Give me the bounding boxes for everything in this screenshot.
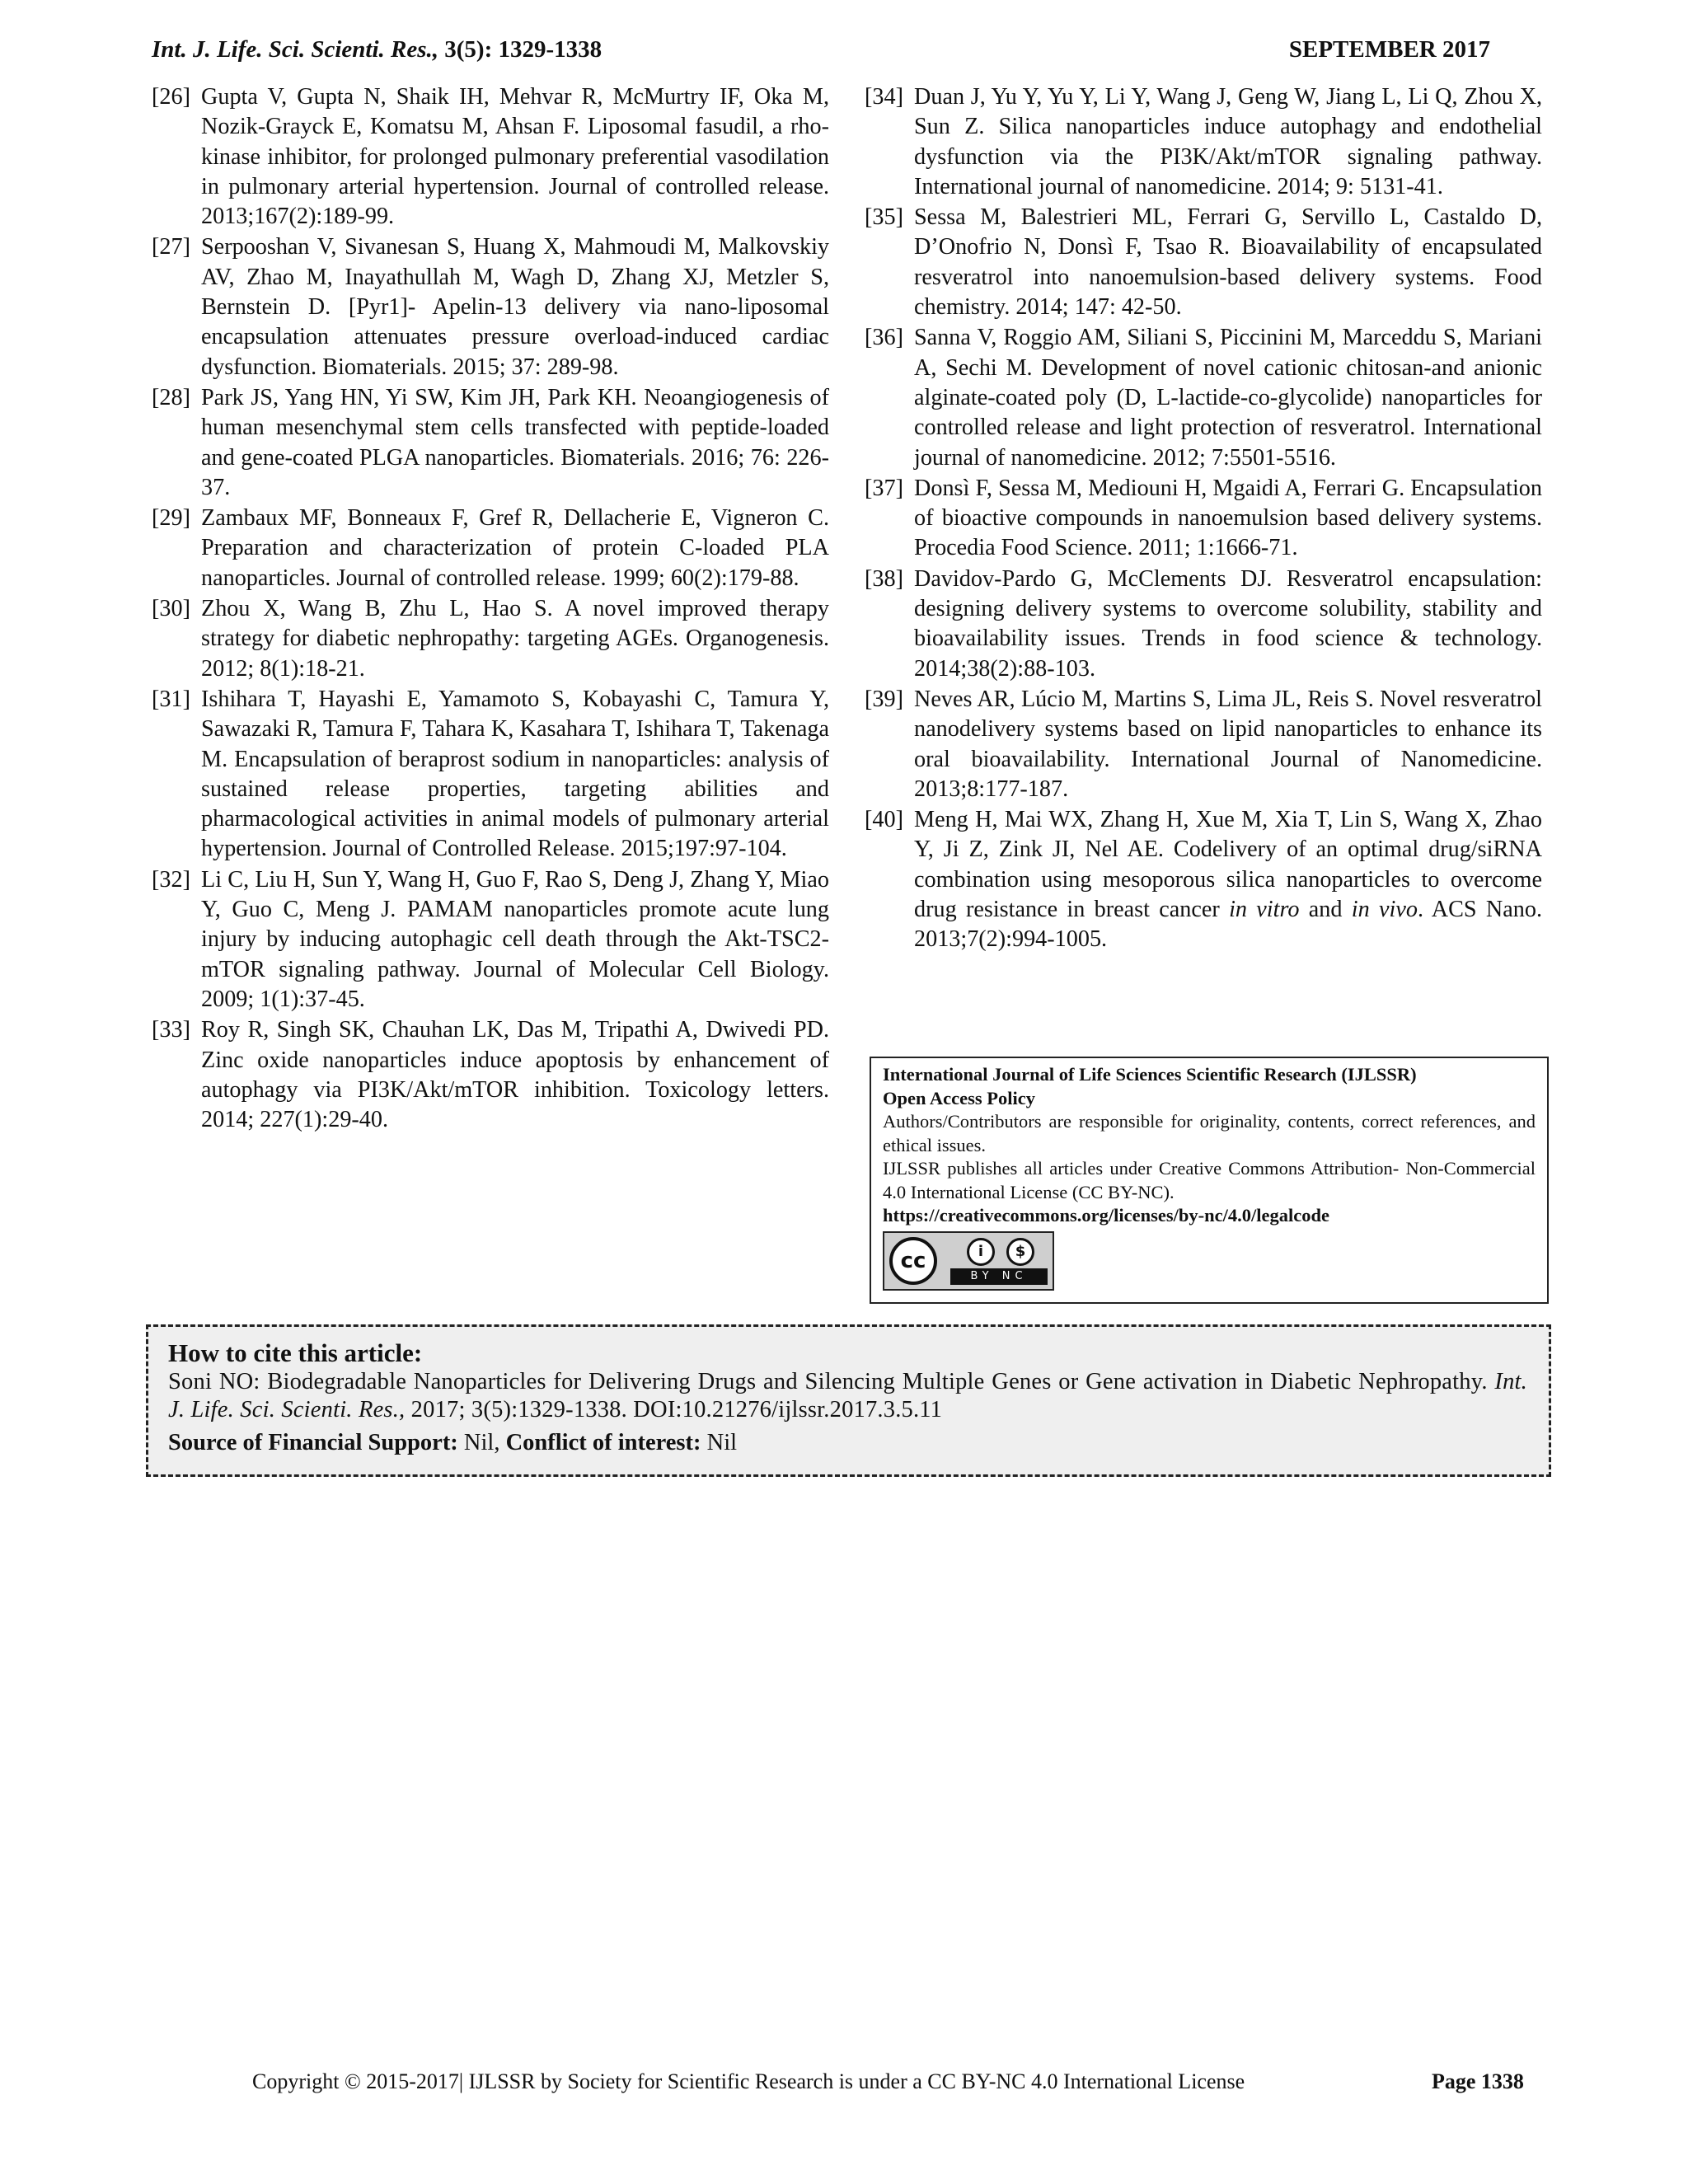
non-commercial-icon: $ xyxy=(1006,1238,1034,1266)
cite-journal: Int. J. Life. Sci. Scienti. Res., xyxy=(168,1369,1527,1422)
ref-number: [29] xyxy=(152,505,190,532)
ref-number: [28] xyxy=(152,384,190,410)
ref-number: [35] xyxy=(865,204,903,231)
reference-30 xyxy=(152,594,829,684)
license-link[interactable]: https://creativecommons.org/licenses/by-nc/4.0/legalcode xyxy=(883,1205,1329,1226)
cc-by-nc-logo xyxy=(883,1231,1054,1291)
ref-number: [26] xyxy=(152,84,190,110)
policy-text-license: IJLSSR publishes all articles under Creative Commons Attribution- Non-Commercial 4.0 International License (CC BY-NC). xyxy=(883,1158,1536,1202)
running-header-journal xyxy=(152,36,602,63)
support-label: Source of Financial Support: xyxy=(168,1430,458,1455)
conflict-label: Conflict of interest: xyxy=(505,1430,701,1455)
financial-support-line xyxy=(168,1429,1527,1457)
ref-number: [36] xyxy=(865,325,903,351)
reference-38 xyxy=(865,565,1542,684)
ref-number: [39] xyxy=(865,686,903,712)
journal-volume: 3(5): 1329-1338 xyxy=(444,36,603,63)
ref-text: Gupta V, Gupta N, Shaik IH, Mehvar R, McMurtry IF, Oka M, Nozik-Grayck E, Komatsu M, Ahsan F. Liposomal fasudil, a rho-kinase inhibitor, for prolonged pulmonary preferential vasodilation in pulmonary arterial hypertension. Journal of controlled release. 2013;167(2):189-99. xyxy=(201,84,829,230)
reference-32 xyxy=(152,865,829,1015)
ref-text: Zambaux MF, Bonneaux F, Gref R, Dellacherie E, Vigneron C. Preparation and characterization of protein C-loaded PLA nanoparticles. Journal of controlled release. 1999; 60(2):179-88. xyxy=(201,505,829,591)
ref-text: Meng H, Mai WX, Zhang H, Xue M, Xia T, Lin S, Wang X, Zhao Y, Ji Z, Zink JI, Nel AE. Codelivery of an optimal drug/siRNA combination using mesoporous silica nanoparticles to overcome drug resistance in breast cancer xyxy=(914,807,1542,923)
ref-text-italic: in vivo xyxy=(1351,897,1418,923)
ref-number: [31] xyxy=(152,686,190,712)
ref-number: [37] xyxy=(865,475,903,501)
reference-34 xyxy=(865,82,1542,202)
policy-title: International Journal of Life Sciences Scientific Research (IJLSSR) xyxy=(883,1064,1417,1085)
ref-text: Roy R, Singh SK, Chauhan LK, Das M, Tripathi A, Dwivedi PD. Zinc oxide nanoparticles induce apoptosis by enhancement of autophagy via PI3K/Akt/mTOR inhibition. Toxicology letters. 2014; 227(1):29-40. xyxy=(201,1017,829,1133)
journal-name: Int. J. Life. Sci. Scienti. Res., xyxy=(152,36,438,63)
ref-text: Sessa M, Balestrieri ML, Ferrari G, Servillo L, Castaldo D, D’Onofrio N, Donsì F, Tsao R. Bioavailability of encapsulated resveratrol into nanoemulsion-based delivery systems. Food chemistry. 2014; 147: 42-50. xyxy=(914,204,1542,321)
reference-35 xyxy=(865,203,1542,322)
cite-text xyxy=(168,1368,1527,1424)
ref-text: Park JS, Yang HN, Yi SW, Kim JH, Park KH. Neoangiogenesis of human mesenchymal stem cells transfected with peptide-loaded and gene-coated PLGA nanoparticles. Biomaterials. 2016; 76: 226-37. xyxy=(201,384,829,500)
cite-doi: 2017; 3(5):1329-1338. DOI:10.21276/ijlssr.2017.3.5.11 xyxy=(405,1397,943,1422)
how-to-cite-box xyxy=(146,1324,1551,1477)
conflict-value: Nil xyxy=(701,1430,738,1455)
ref-text: Duan J, Yu Y, Yu Y, Li Y, Wang J, Geng W, Jiang L, Li Q, Zhou X, Sun Z. Silica nanoparticles induce autophagy and endothelial dysfunction via the PI3K/Akt/mTOR signaling pathway. International journal of nanomedicine. 2014; 9: 5131-41. xyxy=(914,84,1542,199)
ref-number: [38] xyxy=(865,565,903,592)
ref-text: . ACS Nano. 2013;7(2):994-1005. xyxy=(914,897,1543,953)
cite-title: How to cite this article: xyxy=(168,1338,423,1367)
license-label-bar: BY NC xyxy=(950,1268,1048,1285)
ref-number: [27] xyxy=(152,234,190,260)
reference-36 xyxy=(865,323,1542,472)
references-right-column xyxy=(865,82,1542,956)
ref-text: Serpooshan V, Sivanesan S, Huang X, Mahmoudi M, Malkovskiy AV, Zhao M, Inayathullah M, Wagh D, Zhang XJ, Metzler S, Bernstein D. [Pyr1]- Apelin-13 delivery via nano-liposomal encapsulation attenuates pressure overload-induced cardiac dysfunction. Biomaterials. 2015; 37: 289-98. xyxy=(201,234,829,380)
reference-33 xyxy=(152,1015,829,1135)
reference-29 xyxy=(152,504,829,593)
ref-number: [32] xyxy=(152,866,190,893)
ref-text: Zhou X, Wang B, Zhu L, Hao S. A novel improved therapy strategy for diabetic nephropathy: targeting AGEs. Organogenesis. 2012; 8(1):18-21. xyxy=(201,596,829,682)
open-access-policy-box xyxy=(870,1057,1549,1304)
copyright-footer: Copyright © 2015-2017| IJLSSR by Society for Scientific Research is under a CC BY-NC 4.0 International License xyxy=(252,2069,1245,2093)
ref-text: Neves AR, Lúcio M, Martins S, Lima JL, Reis S. Novel resveratrol nanodelivery systems based on lipid nanoparticles to enhance its oral bioavailability. International Journal of Nanomedicine. 2013;8:177-187. xyxy=(914,686,1542,802)
reference-26 xyxy=(152,82,829,232)
ref-text: Ishihara T, Hayashi E, Yamamoto S, Kobayashi C, Tamura Y, Sawazaki R, Tamura F, Tahara K, Kasahara T, Ishihara T, Takenaga M. Encapsulation of beraprost sodium in nanoparticles: analysis of sustained release properties, targeting abilities and pharmacological activities in animal models of pulmonary arterial hypertension. Journal of Controlled Release. 2015;197:97-104. xyxy=(201,686,829,862)
reference-40 xyxy=(865,805,1542,954)
support-value: Nil, xyxy=(457,1430,506,1455)
reference-37 xyxy=(865,474,1542,564)
ref-number: [40] xyxy=(865,807,903,833)
cc-icon: cc xyxy=(889,1237,937,1285)
reference-28 xyxy=(152,383,829,503)
running-header-date: SEPTEMBER 2017 xyxy=(1288,36,1490,63)
ref-number: [33] xyxy=(152,1017,190,1043)
ref-text: Davidov-Pardo G, McClements DJ. Resveratrol encapsulation: designing delivery systems to overcome solubility, stability and bioavailability issues. Trends in food science & technology. 2014;38(2):88-103. xyxy=(914,565,1542,682)
ref-text: and xyxy=(1299,897,1352,923)
policy-subtitle: Open Access Policy xyxy=(883,1087,1035,1108)
ref-number: [34] xyxy=(865,84,903,110)
ref-number: [30] xyxy=(152,596,190,622)
ref-text: Donsì F, Sessa M, Mediouni H, Mgaidi A, Ferrari G. Encapsulation of bioactive compounds in nanoemulsion based delivery systems. Procedia Food Science. 2011; 1:1666-71. xyxy=(914,475,1542,561)
references-left-column xyxy=(152,82,829,1136)
reference-31 xyxy=(152,685,829,865)
page-number: Page 1338 xyxy=(1432,2069,1524,2093)
ref-text-italic: in vitro xyxy=(1229,897,1300,923)
attribution-icon: i xyxy=(967,1238,995,1266)
cite-text-part: Soni NO: Biodegradable Nanoparticles for Delivering Drugs and Silencing Multiple Genes or Gene activation in Diabetic Nephropathy. xyxy=(168,1369,1495,1394)
reference-27 xyxy=(152,232,829,382)
ref-text: Li C, Liu H, Sun Y, Wang H, Guo F, Rao S, Deng J, Zhang Y, Miao Y, Guo C, Meng J. PAMAM nanoparticles promote acute lung injury by inducing autophagic cell death through the Akt-TSC2-mTOR signaling pathway. Journal of Molecular Cell Biology. 2009; 1(1):37-45. xyxy=(201,866,829,1012)
ref-text: Sanna V, Roggio AM, Siliani S, Piccinini M, Marceddu S, Mariani A, Sechi M. Development of novel cationic chitosan-and anionic alginate-coated poly (D, L-lactide-co-glycolide) nanoparticles for controlled release and light protection of resveratrol. International journal of nanomedicine. 2012; 7:5501-5516. xyxy=(914,325,1542,471)
reference-39 xyxy=(865,685,1542,804)
policy-text-authors: Authors/Contributors are responsible for originality, contents, correct references, and ethical issues. xyxy=(883,1111,1536,1155)
